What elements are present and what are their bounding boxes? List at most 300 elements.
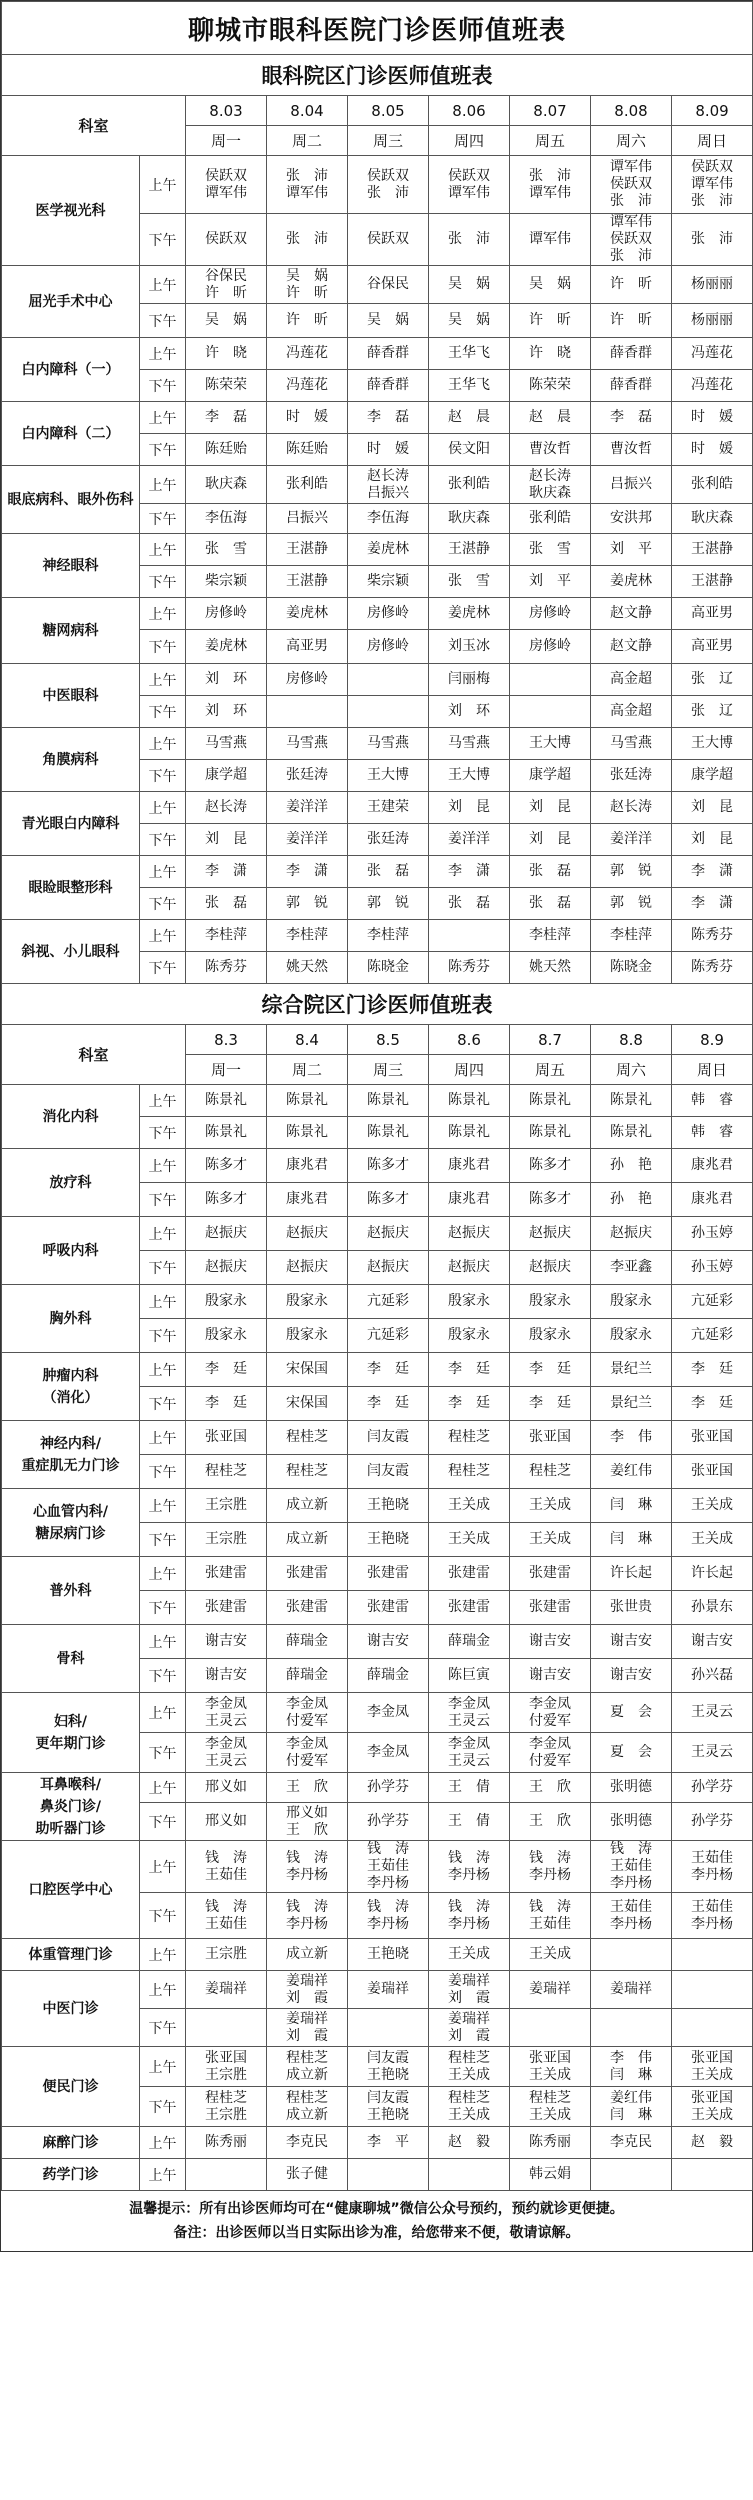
doctor-name-line: 张亚国 xyxy=(205,2049,247,2066)
department-name: 便民门诊 xyxy=(2,2047,140,2127)
doctor-name-line: 钱 涛 xyxy=(529,1898,571,1915)
doctor-cell: 闫 琳 xyxy=(591,1489,672,1523)
footer-remark: 备注：出诊医师以当日实际出诊为准，给您带来不便，敬请谅解。 xyxy=(173,2225,580,2241)
doctor-cell: 李 廷 xyxy=(672,1353,753,1387)
doctor-name-line: 谭军伟 xyxy=(610,159,652,175)
doctor-name-line: 张亚国 xyxy=(529,2049,571,2066)
doctor-cell: 时 媛 xyxy=(672,434,753,466)
doctor-cell: 张 沛 xyxy=(429,214,510,266)
period-label: 下午 xyxy=(140,370,186,402)
schedule-row xyxy=(2,156,753,214)
doctor-cell: 李桂萍 xyxy=(591,920,672,952)
doctor-cell: 殷家永 xyxy=(186,1285,267,1319)
doctor-cell: 王关成 xyxy=(510,1523,591,1557)
doctor-cell xyxy=(510,2047,591,2087)
doctor-cell: 康兆君 xyxy=(429,1183,510,1217)
doctor-name-line: 王艳晓 xyxy=(367,2066,409,2083)
doctor-cell: 康学超 xyxy=(186,760,267,792)
doctor-name-line: 李丹杨 xyxy=(286,1866,328,1883)
date-header: 8.8 xyxy=(591,1025,672,1055)
doctor-cell: 薛瑞金 xyxy=(348,1659,429,1693)
doctor-cell: 王 倩 xyxy=(429,1803,510,1841)
department-name: 麻醉门诊 xyxy=(2,2127,140,2159)
department-name: 白内障科（一） xyxy=(2,338,140,402)
doctor-cell: 张 雪 xyxy=(510,534,591,566)
doctor-name-line: 成立新 xyxy=(286,2106,328,2123)
doctor-cell xyxy=(429,1971,510,2009)
doctor-cell: 张 磊 xyxy=(348,856,429,888)
department-name-line: 耳鼻喉科/ xyxy=(39,1776,102,1793)
doctor-cell: 刘 昆 xyxy=(429,792,510,824)
doctor-cell: 赵文静 xyxy=(591,598,672,630)
doctor-cell: 王湛静 xyxy=(267,566,348,598)
date-header: 8.5 xyxy=(348,1025,429,1055)
doctor-cell: 宋保国 xyxy=(267,1353,348,1387)
doctor-cell xyxy=(510,466,591,504)
department-name xyxy=(2,1773,140,1841)
doctor-cell: 陈景礼 xyxy=(267,1117,348,1149)
schedule-row xyxy=(2,1841,753,1893)
doctor-cell xyxy=(267,266,348,304)
doctor-cell: 张利皓 xyxy=(267,466,348,504)
doctor-name-line: 王灵云 xyxy=(448,1712,490,1729)
doctor-cell xyxy=(672,1841,753,1893)
doctor-cell xyxy=(591,2009,672,2047)
doctor-name-line: 王茹佳 xyxy=(691,1898,734,1915)
weekday-header: 周二 xyxy=(267,1055,348,1085)
doctor-name-line: 闫友霞 xyxy=(367,2089,409,2106)
doctor-cell: 陈巨寅 xyxy=(429,1659,510,1693)
period-label: 上午 xyxy=(140,1557,186,1591)
doctor-cell xyxy=(510,696,591,728)
doctor-cell: 闫友霞 xyxy=(348,1455,429,1489)
doctor-cell: 王关成 xyxy=(672,1523,753,1557)
doctor-cell: 许长起 xyxy=(672,1557,753,1591)
schedule-row xyxy=(2,664,753,696)
weekday-header: 周六 xyxy=(591,1055,672,1085)
period-label: 下午 xyxy=(140,214,186,266)
doctor-cell xyxy=(510,1841,591,1893)
doctor-cell: 王关成 xyxy=(429,1523,510,1557)
doctor-cell xyxy=(591,2159,672,2191)
doctor-name-line: 李丹杨 xyxy=(367,1915,409,1932)
doctor-cell: 陈多才 xyxy=(348,1183,429,1217)
weekday-header: 周三 xyxy=(348,1055,429,1085)
doctor-name-line: 赵长涛 xyxy=(529,467,571,484)
doctor-cell: 耿庆森 xyxy=(429,504,510,534)
department-name xyxy=(2,1421,140,1489)
doctor-name-line: 李丹杨 xyxy=(448,1915,490,1932)
doctor-cell: 李 廷 xyxy=(510,1387,591,1421)
doctor-cell: 陈景礼 xyxy=(429,1117,510,1149)
doctor-cell: 王艳晓 xyxy=(348,1489,429,1523)
doctor-cell: 李克民 xyxy=(591,2127,672,2159)
doctor-cell: 王湛静 xyxy=(672,534,753,566)
doctor-name-line: 王艳晓 xyxy=(367,2106,409,2123)
doctor-name-line: 张 沛 xyxy=(610,248,652,264)
doctor-cell xyxy=(267,696,348,728)
doctor-cell: 王宗胜 xyxy=(186,1523,267,1557)
doctor-name-line: 李丹杨 xyxy=(610,1875,652,1891)
schedule-row xyxy=(2,2047,753,2087)
doctor-cell: 许长起 xyxy=(591,1557,672,1591)
doctor-cell: 王湛静 xyxy=(429,534,510,566)
doctor-cell: 房修岭 xyxy=(267,664,348,696)
doctor-cell xyxy=(591,1893,672,1939)
weekday-header: 周六 xyxy=(591,126,672,156)
doctor-cell: 陈秀芬 xyxy=(429,952,510,984)
doctor-cell: 许 晓 xyxy=(510,338,591,370)
doctor-cell: 房修岭 xyxy=(348,630,429,664)
doctor-cell: 李桂萍 xyxy=(267,920,348,952)
date-header: 8.06 xyxy=(429,96,510,126)
doctor-cell: 张建雷 xyxy=(348,1591,429,1625)
doctor-cell: 成立新 xyxy=(267,1939,348,1971)
doctor-cell: 侯跃双 xyxy=(348,214,429,266)
doctor-cell: 姜虎林 xyxy=(429,598,510,630)
doctor-cell: 李 平 xyxy=(348,2127,429,2159)
period-label: 下午 xyxy=(140,1893,186,1939)
doctor-cell: 薛香群 xyxy=(348,370,429,402)
department-name: 呼吸内科 xyxy=(2,1217,140,1285)
doctor-cell: 康学超 xyxy=(672,760,753,792)
doctor-cell xyxy=(348,466,429,504)
period-label: 上午 xyxy=(140,156,186,214)
doctor-cell xyxy=(186,1733,267,1773)
doctor-cell: 陈秀芬 xyxy=(672,952,753,984)
doctor-name-line: 李丹杨 xyxy=(691,1915,734,1932)
doctor-cell: 王关成 xyxy=(510,1489,591,1523)
doctor-name-line: 李金凤 xyxy=(205,1735,247,1752)
department-name: 中医眼科 xyxy=(2,664,140,728)
doctor-name-line: 张 沛 xyxy=(286,167,328,184)
doctor-name-line: 程桂芝 xyxy=(448,2049,490,2066)
date-header: 8.05 xyxy=(348,96,429,126)
doctor-name-line: 李金凤 xyxy=(205,1695,247,1712)
doctor-cell: 张利皓 xyxy=(429,466,510,504)
doctor-cell: 孙 艳 xyxy=(591,1149,672,1183)
doctor-cell: 李 廷 xyxy=(429,1387,510,1421)
doctor-cell: 姜虎林 xyxy=(267,598,348,630)
doctor-cell xyxy=(672,1939,753,1971)
doctor-cell: 马雪燕 xyxy=(186,728,267,760)
doctor-cell: 李 伟 xyxy=(591,1421,672,1455)
doctor-name-line: 姜瑞祥 xyxy=(448,2010,490,2027)
doctor-cell xyxy=(429,1841,510,1893)
doctor-cell: 殷家永 xyxy=(510,1319,591,1353)
doctor-name-line: 王灵云 xyxy=(205,1712,247,1729)
doctor-cell: 孙 艳 xyxy=(591,1183,672,1217)
doctor-cell xyxy=(429,1733,510,1773)
doctor-cell: 刘 昆 xyxy=(672,792,753,824)
doctor-name-line: 侯跃双 xyxy=(691,159,734,175)
doctor-cell: 李 廷 xyxy=(429,1353,510,1387)
doctor-cell: 姜虎林 xyxy=(591,566,672,598)
doctor-cell: 李 潇 xyxy=(672,856,753,888)
doctor-cell: 冯莲花 xyxy=(267,338,348,370)
doctor-cell: 殷家永 xyxy=(429,1319,510,1353)
doctor-cell: 马雪燕 xyxy=(429,728,510,760)
doctor-cell xyxy=(186,1693,267,1733)
doctor-name-line: 王茹佳 xyxy=(205,1915,247,1932)
doctor-cell: 高亚男 xyxy=(672,598,753,630)
doctor-name-line: 李金凤 xyxy=(448,1735,490,1752)
doctor-cell: 张 雪 xyxy=(186,534,267,566)
doctor-cell: 薛香群 xyxy=(591,338,672,370)
doctor-name-line: 谷保民 xyxy=(205,267,247,284)
period-label: 上午 xyxy=(140,792,186,824)
doctor-name-line: 王关成 xyxy=(529,2066,571,2083)
doctor-cell: 赵 晨 xyxy=(429,402,510,434)
period-label: 上午 xyxy=(140,2127,186,2159)
doctor-cell: 刘 环 xyxy=(186,664,267,696)
doctor-cell: 陈多才 xyxy=(510,1149,591,1183)
doctor-cell: 殷家永 xyxy=(267,1285,348,1319)
doctor-name-line: 王关成 xyxy=(691,2106,734,2123)
doctor-cell: 韩 睿 xyxy=(672,1117,753,1149)
period-label: 上午 xyxy=(140,1217,186,1251)
doctor-cell xyxy=(591,156,672,214)
period-label: 下午 xyxy=(140,696,186,728)
department-name-line: 妇科/ xyxy=(53,1713,88,1730)
doctor-cell: 孙景东 xyxy=(672,1591,753,1625)
doctor-cell: 陈多才 xyxy=(510,1183,591,1217)
doctor-name-line: 谭军伟 xyxy=(205,184,247,201)
doctor-cell: 闫 琳 xyxy=(591,1523,672,1557)
doctor-name-line: 闫 琳 xyxy=(610,2066,652,2083)
doctor-cell: 王大博 xyxy=(510,728,591,760)
weekday-header: 周日 xyxy=(672,126,753,156)
doctor-cell: 赵振庆 xyxy=(591,1217,672,1251)
doctor-cell: 张建雷 xyxy=(510,1591,591,1625)
doctor-cell xyxy=(267,156,348,214)
doctor-cell: 王大博 xyxy=(348,760,429,792)
department-name-line: 神经内科/ xyxy=(39,1435,102,1452)
doctor-cell xyxy=(672,2009,753,2047)
doctor-name-line: 张亚国 xyxy=(691,2049,734,2066)
doctor-cell: 康兆君 xyxy=(267,1149,348,1183)
period-label: 上午 xyxy=(140,1841,186,1893)
doctor-name-line: 钱 涛 xyxy=(205,1849,247,1866)
doctor-cell: 郭 锐 xyxy=(348,888,429,920)
doctor-cell: 邢义如 xyxy=(186,1803,267,1841)
doctor-name-line: 钱 涛 xyxy=(367,1841,409,1857)
doctor-cell xyxy=(348,2087,429,2127)
doctor-cell: 谭军伟 xyxy=(510,214,591,266)
doctor-cell xyxy=(267,1841,348,1893)
doctor-name-line: 李金凤 xyxy=(529,1735,571,1752)
doctor-cell xyxy=(186,1893,267,1939)
doctor-cell: 王华飞 xyxy=(429,370,510,402)
doctor-name-line: 闫友霞 xyxy=(367,2049,409,2066)
schedule-row xyxy=(2,1489,753,1523)
doctor-cell: 殷家永 xyxy=(510,1285,591,1319)
doctor-name-line: 王关成 xyxy=(691,2066,734,2083)
department-name: 消化内科 xyxy=(2,1085,140,1149)
schedule-row xyxy=(2,1353,753,1387)
department-name-line: 肿瘤内科 xyxy=(42,1367,99,1384)
department-name: 医学视光科 xyxy=(2,156,140,266)
doctor-name-line: 王茹佳 xyxy=(610,1858,652,1874)
doctor-cell xyxy=(348,156,429,214)
doctor-cell: 陈景礼 xyxy=(186,1117,267,1149)
doctor-cell: 李 潇 xyxy=(267,856,348,888)
department-name xyxy=(2,1489,140,1557)
doctor-cell: 吴 娲 xyxy=(429,304,510,338)
doctor-cell: 邢义如 xyxy=(186,1773,267,1803)
doctor-name-line: 闫 琳 xyxy=(610,2106,652,2123)
doctor-cell: 李 廷 xyxy=(672,1387,753,1421)
doctor-cell: 李亚鑫 xyxy=(591,1251,672,1285)
doctor-cell: 耿庆森 xyxy=(672,504,753,534)
doctor-cell: 闫友霞 xyxy=(348,1421,429,1455)
doctor-cell: 李 磊 xyxy=(186,402,267,434)
doctor-cell xyxy=(348,2159,429,2191)
doctor-name-line: 王关成 xyxy=(448,2106,490,2123)
doctor-cell: 薛瑞金 xyxy=(267,1659,348,1693)
doctor-cell: 赵 毅 xyxy=(429,2127,510,2159)
doctor-cell: 孙兴磊 xyxy=(672,1659,753,1693)
doctor-cell: 赵振庆 xyxy=(429,1217,510,1251)
doctor-cell: 许 晓 xyxy=(186,338,267,370)
doctor-cell: 陈荣荣 xyxy=(510,370,591,402)
doctor-cell: 孙学芬 xyxy=(348,1773,429,1803)
doctor-name-line: 成立新 xyxy=(286,2066,328,2083)
doctor-name-line: 李丹杨 xyxy=(691,1866,734,1883)
department-name: 神经眼科 xyxy=(2,534,140,598)
doctor-cell: 杨丽丽 xyxy=(672,266,753,304)
doctor-cell: 夏 会 xyxy=(591,1733,672,1773)
doctor-cell: 薛香群 xyxy=(348,338,429,370)
doctor-cell xyxy=(510,2087,591,2127)
doctor-cell: 曹汝哲 xyxy=(510,434,591,466)
department-name-line: 更年期门诊 xyxy=(35,1735,106,1752)
doctor-cell: 李 磊 xyxy=(348,402,429,434)
doctor-cell xyxy=(186,2047,267,2087)
doctor-cell: 姚天然 xyxy=(510,952,591,984)
doctor-cell: 张建雷 xyxy=(267,1591,348,1625)
period-label: 上午 xyxy=(140,598,186,630)
footer-notes xyxy=(1,2191,752,2251)
doctor-cell: 陈景礼 xyxy=(267,1085,348,1117)
period-label: 下午 xyxy=(140,504,186,534)
department-name: 角膜病科 xyxy=(2,728,140,792)
doctor-cell: 殷家永 xyxy=(591,1319,672,1353)
doctor-cell: 王大博 xyxy=(672,728,753,760)
doctor-cell: 李伍海 xyxy=(186,504,267,534)
doctor-cell: 李 廷 xyxy=(510,1353,591,1387)
doctor-cell: 高金超 xyxy=(591,664,672,696)
doctor-cell: 孙学芬 xyxy=(672,1773,753,1803)
doctor-cell xyxy=(429,2009,510,2047)
page-title: 聊城市眼科医院门诊医师值班表 xyxy=(2,2,753,55)
doctor-cell xyxy=(429,1893,510,1939)
doctor-name-line: 李丹杨 xyxy=(529,1866,571,1883)
doctor-cell: 陈廷贻 xyxy=(267,434,348,466)
period-label: 下午 xyxy=(140,630,186,664)
doctor-cell: 张 沛 xyxy=(672,214,753,266)
doctor-cell: 吴 娲 xyxy=(429,266,510,304)
doctor-cell: 吴 娲 xyxy=(510,266,591,304)
doctor-cell xyxy=(186,156,267,214)
doctor-cell: 时 媛 xyxy=(672,402,753,434)
doctor-cell: 刘 环 xyxy=(429,696,510,728)
schedule-row xyxy=(2,338,753,370)
doctor-cell: 程桂芝 xyxy=(267,1455,348,1489)
doctor-cell xyxy=(510,1693,591,1733)
period-label: 上午 xyxy=(140,1773,186,1803)
doctor-cell xyxy=(186,2009,267,2047)
period-label: 下午 xyxy=(140,434,186,466)
doctor-name-line: 刘 霞 xyxy=(448,1989,490,2006)
doctor-name-line: 程桂芝 xyxy=(286,2089,328,2106)
doctor-name-line: 王 欣 xyxy=(286,1821,328,1838)
doctor-cell: 安洪邦 xyxy=(591,504,672,534)
doctor-cell: 陈景礼 xyxy=(510,1117,591,1149)
period-label: 上午 xyxy=(140,2047,186,2087)
schedule-row xyxy=(2,402,753,434)
department-name: 屈光手术中心 xyxy=(2,266,140,338)
doctor-cell: 赵振庆 xyxy=(510,1217,591,1251)
period-label: 上午 xyxy=(140,402,186,434)
doctor-cell: 高亚男 xyxy=(672,630,753,664)
doctor-name-line: 李金凤 xyxy=(448,1695,490,1712)
doctor-cell: 姜瑞祥 xyxy=(510,1971,591,2009)
doctor-cell: 赵振庆 xyxy=(510,1251,591,1285)
weekday-header: 周三 xyxy=(348,126,429,156)
period-label: 上午 xyxy=(140,1625,186,1659)
doctor-name-line: 刘 霞 xyxy=(448,2027,490,2044)
doctor-name-line: 刘 霞 xyxy=(286,1989,328,2006)
department-name xyxy=(2,1353,140,1421)
doctor-cell xyxy=(267,1733,348,1773)
period-label: 上午 xyxy=(140,534,186,566)
doctor-cell: 姜洋洋 xyxy=(429,824,510,856)
doctor-cell: 赵 毅 xyxy=(672,2127,753,2159)
doctor-cell: 吕振兴 xyxy=(267,504,348,534)
doctor-cell: 景纪兰 xyxy=(591,1387,672,1421)
doctor-cell: 王艳晓 xyxy=(348,1939,429,1971)
weekday-header: 周四 xyxy=(429,126,510,156)
doctor-name-line: 钱 涛 xyxy=(286,1898,328,1915)
doctor-cell xyxy=(186,2087,267,2127)
doctor-cell: 宋保国 xyxy=(267,1387,348,1421)
doctor-cell: 张利皓 xyxy=(672,466,753,504)
period-label: 上午 xyxy=(140,1085,186,1117)
doctor-cell: 张廷涛 xyxy=(348,824,429,856)
doctor-cell: 陈晓金 xyxy=(591,952,672,984)
period-label: 下午 xyxy=(140,1803,186,1841)
doctor-cell: 赵长涛 xyxy=(186,792,267,824)
doctor-cell xyxy=(510,664,591,696)
doctor-cell: 薛瑞金 xyxy=(429,1625,510,1659)
doctor-cell: 孙学芬 xyxy=(672,1803,753,1841)
period-label: 上午 xyxy=(140,856,186,888)
doctor-cell: 房修岭 xyxy=(510,598,591,630)
period-label: 下午 xyxy=(140,304,186,338)
doctor-cell: 闫丽梅 xyxy=(429,664,510,696)
doctor-cell: 王关成 xyxy=(429,1489,510,1523)
schedule-row xyxy=(2,1421,753,1455)
doctor-cell: 陈廷贻 xyxy=(186,434,267,466)
doctor-cell: 赵振庆 xyxy=(429,1251,510,1285)
department-name-line: 助听器门诊 xyxy=(35,1820,106,1837)
doctor-cell: 冯莲花 xyxy=(672,370,753,402)
doctor-cell xyxy=(267,1803,348,1841)
period-label: 下午 xyxy=(140,1733,186,1773)
doctor-name-line: 谭军伟 xyxy=(691,176,734,192)
period-label: 下午 xyxy=(140,888,186,920)
